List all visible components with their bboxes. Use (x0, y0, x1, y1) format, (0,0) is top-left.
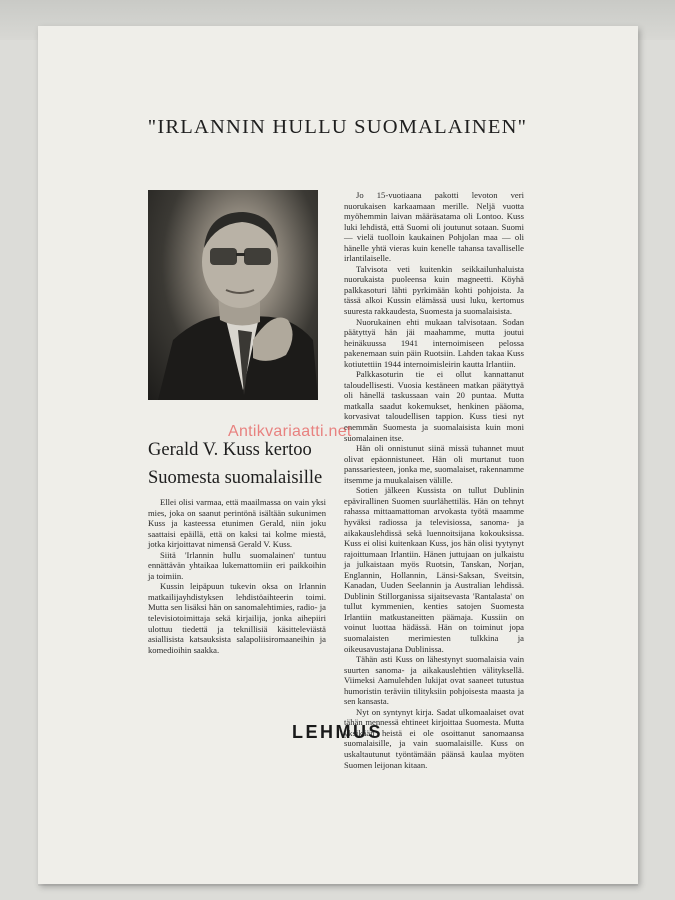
publisher-logo: LEHMUS (292, 722, 383, 742)
paragraph: Nuorukainen ehti mukaan talvisotaan. Sodan päätyttyä hän jäi maahamme, mutta joutui heinäkuussa 1941 internoimiseen pelossa pakenemaan suin päin Ruotsiin. Lahden takaa Kuss kotiutettiin 1944 internoimisleirin kautta Irlantiin. (344, 316, 524, 369)
subtitle-line-1: Gerald V. Kuss kertoo (148, 440, 312, 460)
paragraph: Siitä 'Irlannin hullu suomalainen' tuntuu ennättävän yhtaikaa lukemattomiin eri paikkoihin ja toimiin. (148, 549, 326, 581)
subtitle-line-2: Suomesta suomalaisille (148, 468, 323, 488)
paragraph: Talvisota veti kuitenkin seikkailunhaluista nuorukaista puoleensa kuin magneetti. Köyhä palkkasoturi lähti pyrkimään kohti pohjoista. Ja tässä alkoi Kussin elämässä uusi luku, kertomus suuresta rakkaudesta, Suomesta ja suomalaisista. (344, 263, 524, 317)
paragraph: Ellei olisi varmaa, että maailmassa on vain yksi mies, joka on saanut perintönä isältään sukunimen Kuss ja kasteessa etunimen Gerald, niin joku saattaisi epäillä, että on kaksi tai kolme miestä, jotka kirjoittavat nimensä Gerald V. Kuss. (148, 497, 326, 550)
paragraph: Sotien jälkeen Kussista on tullut Dublinin epävirallinen Suomen suurlähettiläs. Hän on tehnyt rahassa mittaamattoman arvokasta työtä maamme hyväksi radiossa ja televisiossa, sanoma- ja aikakauslehdissä sekä luennoitsijana kokouksissa. Kuss ei olisi kuitenkaan Kuss, jos hän olisi tyytynyt rajoittumaan Irlantiin. Hänen juttujaan on julkaistu ja julkaistaan myös Ruotsin, Tanskan, Norjan, Englannin, Hollannin, Länsi-Saksan, Sveitsin, Kanadan, Uuden Seelannin ja Australian lehdissä. Dublinin Stillorganissa sijaitsevasta 'Rantalasta' on tullut kymmenien, kenties satojen Suomesta Irlantiin matkustaneitten päämaja. Kussiin on voinut luottaa hädässä. Hän on toiminut jopa suomalaisten merimiesten tulkkina ja oikeusavustajana Dublinissa. (344, 485, 524, 654)
paragraph: Hän oli onnistunut siinä missä tuhannet muut olivat epäonnistuneet. Hän oli murtanut tuon panssariesteen, jonka me, suomalaiset, rakennamme itsemme ja muukalaisen välille. (344, 443, 524, 485)
paragraph: Kussin leipäpuun tukevin oksa on Irlannin matkailijayhdistyksen lehdistöaihteerin toimi. Mutta sen lisäksi hän on sanomalehtimies, radio- ja televisiotoimittaja sekä kirjailija, jonka aihepiiri ulottuu tiedettä ja teknillisiä käsitteleviästä asiallisista katsauksista salapoliisiromaaneihin ja komedioihin saakka. (148, 581, 326, 655)
paragraph: Jo 15-vuotiaana pakotti levoton veri nuorukaisen karkaamaan merille. Neljä vuotta myöhemmin laivan määräsatama oli Lontoo. Kuss luki lehdistä, että Suomi oli joutunut sotaan. Suomi — vielä tuolloin kaukainen Pohjolan maa — oli hänelle yhtä vieras kuin kenelle tahansa tavalliselle irlantilaiselle. (344, 190, 524, 264)
watermark-text: Antikvariaatti.net (228, 423, 352, 440)
cover-title: "IRLANNIN HULLU SUOMALAINEN" (147, 116, 528, 138)
author-photo (148, 190, 318, 400)
paragraph: Nyt on syntynyt kirja. Sadat ulkomaalaiset ovat tähän mennessä ehtineet kirjoittaa Suomesta. Mutta yksikään heistä ei ole osoittanut sanomaansa suomalaisille, ja vain suomalaisille. Kuss on uskaltautunut työntämään päänsä kaulaa myöten Suomen leijonan kitaan. (344, 706, 524, 770)
right-text-column (344, 190, 524, 770)
cover-subtitle (148, 436, 348, 492)
paragraph: Tähän asti Kuss on lähestynyt suomalaisia vain suurten sanoma- ja aikakauslehtien välityksellä. Viimeksi Aamulehden lukijat ovat saaneet tutustua humoristin teräviin tilityksiin pohjoisesta maasta ja sen kansasta. (344, 654, 524, 707)
paragraph: Palkkasoturin tie ei ollut kannattanut taloudellisesti. Vuosia kestäneen matkan päätyttyä oli hänellä taskussaan vain 20 puntaa. Mutta matkalla saadut kokemukset, henkinen pääoma, korvasivat taloudellisen tappion. Kuss tiesi nyt enemmän Suomesta ja suomalaisista kuin moni suomalainen itse. (344, 369, 524, 443)
left-text-column (148, 497, 326, 655)
